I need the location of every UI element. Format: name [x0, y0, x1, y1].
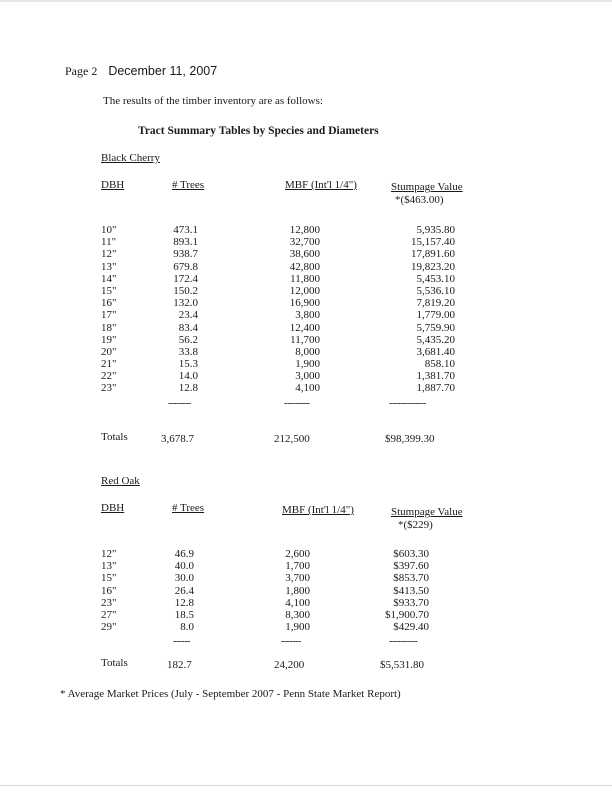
- page-bottom-edge: [0, 785, 612, 786]
- table-cell: 8,300: [285, 608, 310, 621]
- table-cell: 2,600: [285, 548, 310, 560]
- table-cell: 32,700: [289, 236, 320, 249]
- trees-rule: ------: [173, 636, 190, 647]
- totals-label: Totals: [101, 431, 128, 443]
- mbf-header: MBF (Int'l 1/4"): [282, 504, 354, 516]
- price-note: *($229): [398, 519, 433, 531]
- table-cell: 40.0: [174, 560, 194, 573]
- dbh-column: [101, 224, 141, 395]
- table-cell: 23.4: [178, 309, 198, 322]
- table-cell: 13": [101, 560, 117, 573]
- table-cell: 3,800: [295, 309, 320, 322]
- table-cell: 19": [101, 333, 117, 346]
- table-cell: 12,800: [289, 224, 320, 236]
- table-cell: 15,157.40: [411, 236, 455, 249]
- species-name: Black Cherry: [101, 152, 160, 164]
- table-cell: 12,000: [289, 284, 320, 297]
- table-cell: 7,819.20: [416, 297, 455, 310]
- table-cell: 11,700: [290, 333, 320, 346]
- page-number: Page 2: [65, 64, 98, 78]
- table-cell: 8,000: [295, 345, 320, 358]
- trees-header: # Trees: [172, 179, 205, 191]
- table-cell: 473.1: [173, 224, 198, 236]
- table-cell: 46.9: [174, 548, 194, 560]
- stumpage-header: Stumpage Value: [391, 181, 463, 193]
- totals-mbf: 24,200: [274, 659, 305, 671]
- table-cell: 172.4: [173, 272, 198, 285]
- table-cell: 12.8: [178, 382, 198, 395]
- table-cell: 679.8: [173, 260, 198, 273]
- table-cell: 22": [101, 370, 117, 383]
- mbf-rule: -------: [281, 636, 301, 647]
- table-cell: 12.8: [174, 596, 194, 609]
- table-cell: 18": [101, 321, 117, 334]
- page-header: [65, 64, 217, 79]
- dbh-header: DBH: [101, 502, 125, 514]
- totals-trees: 3,678.7: [161, 433, 194, 445]
- mbf-column: [260, 548, 310, 633]
- table-cell: 19,823.20: [411, 260, 455, 273]
- table-cell: 83.4: [178, 321, 198, 334]
- table-cell: $603.30: [393, 548, 429, 560]
- table-cell: 10": [101, 224, 117, 236]
- table-cell: 11,800: [290, 272, 320, 285]
- stumpage-header: Stumpage Value: [391, 506, 463, 518]
- table-cell: 16,900: [289, 297, 320, 310]
- table-cell: 1,700: [285, 560, 310, 573]
- price-note: *($463.00): [395, 194, 444, 206]
- table-cell: 17": [101, 309, 117, 322]
- table-cell: 12": [101, 248, 117, 261]
- stumpage-column: [380, 548, 429, 633]
- page-top-edge: [0, 0, 612, 2]
- totals-mbf: 212,500: [274, 433, 310, 445]
- table-cell: 3,681.40: [416, 345, 455, 358]
- table-cell: 17,891.60: [411, 248, 455, 261]
- table-cell: 150.2: [173, 284, 198, 297]
- table-cell: 132.0: [173, 297, 198, 310]
- footnote: * Average Market Prices (July - September 2007 - Penn State Market Report): [60, 688, 401, 700]
- table-cell: 893.1: [173, 236, 198, 249]
- table-cell: $397.60: [393, 560, 429, 573]
- mbf-column: [260, 224, 320, 395]
- table-cell: 858.10: [424, 358, 455, 371]
- table-cell: 14.0: [178, 370, 198, 383]
- table-cell: 1,900: [295, 358, 320, 371]
- table-cell: 5,435.20: [416, 333, 455, 346]
- document-title: Tract Summary Tables by Species and Diameters: [138, 125, 379, 137]
- table-cell: 42,800: [289, 260, 320, 273]
- table-cell: 5,759.90: [416, 321, 455, 334]
- table-cell: 29": [101, 621, 117, 634]
- table-cell: 26.4: [174, 584, 194, 597]
- table-cell: 4,100: [285, 596, 310, 609]
- table-cell: 56.2: [178, 333, 198, 346]
- table-cell: $429.40: [393, 621, 429, 634]
- table-cell: 15": [101, 284, 117, 297]
- table-cell: 30.0: [174, 572, 194, 585]
- table-cell: $853.70: [393, 572, 429, 585]
- table-cell: 1,900: [285, 621, 310, 634]
- table-cell: 12": [101, 548, 117, 560]
- table-cell: 1,779.00: [416, 309, 455, 322]
- totals-stumpage: $98,399.30: [385, 433, 435, 445]
- table-cell: 13": [101, 260, 117, 273]
- totals-trees: 182.7: [167, 659, 192, 671]
- species-name: Red Oak: [101, 475, 140, 487]
- table-cell: 15": [101, 572, 117, 585]
- table-cell: 5,935.80: [416, 224, 455, 236]
- trees-column: [150, 224, 198, 395]
- table-cell: 12,400: [289, 321, 320, 334]
- table-cell: 938.7: [173, 248, 198, 261]
- table-cell: 18.5: [174, 608, 194, 621]
- table-cell: 16": [101, 584, 117, 597]
- mbf-rule: ---------: [284, 398, 310, 409]
- totals-stumpage: $5,531.80: [380, 659, 424, 671]
- table-cell: 5,453.10: [416, 272, 455, 285]
- intro-text: The results of the timber inventory are as follows:: [103, 95, 323, 107]
- table-cell: $1,900.70: [385, 608, 429, 621]
- table-cell: 23": [101, 596, 117, 609]
- report-date: December 11, 2007: [108, 64, 218, 78]
- table-cell: 27": [101, 608, 117, 621]
- table-cell: 21": [101, 358, 117, 371]
- table-cell: $933.70: [393, 596, 429, 609]
- stumpage-rule: ----------: [389, 636, 418, 647]
- dbh-header: DBH: [101, 179, 125, 191]
- stumpage-rule: -------------: [389, 398, 426, 409]
- mbf-header: MBF (Int'l 1/4"): [285, 179, 357, 191]
- table-cell: 3,000: [295, 370, 320, 383]
- table-cell: 16": [101, 297, 117, 310]
- table-cell: 1,887.70: [416, 382, 455, 395]
- stumpage-column: [380, 224, 455, 395]
- table-cell: 8.0: [180, 621, 194, 634]
- table-cell: 38,600: [289, 248, 320, 261]
- table-cell: 5,536.10: [416, 284, 455, 297]
- table-cell: 11": [101, 236, 117, 249]
- table-cell: 33.8: [178, 345, 198, 358]
- table-cell: 14": [101, 272, 117, 285]
- trees-rule: --------: [168, 398, 191, 409]
- table-cell: 1,800: [285, 584, 310, 597]
- table-cell: 4,100: [295, 382, 320, 395]
- dbh-column: [101, 548, 141, 633]
- table-cell: 15.3: [178, 358, 198, 371]
- table-cell: 23": [101, 382, 117, 395]
- table-cell: 1,381.70: [416, 370, 455, 383]
- table-cell: $413.50: [393, 584, 429, 597]
- totals-label: Totals: [101, 657, 128, 669]
- table-cell: 20": [101, 345, 117, 358]
- trees-header: # Trees: [172, 502, 205, 514]
- trees-column: [150, 548, 194, 633]
- table-cell: 3,700: [285, 572, 310, 585]
